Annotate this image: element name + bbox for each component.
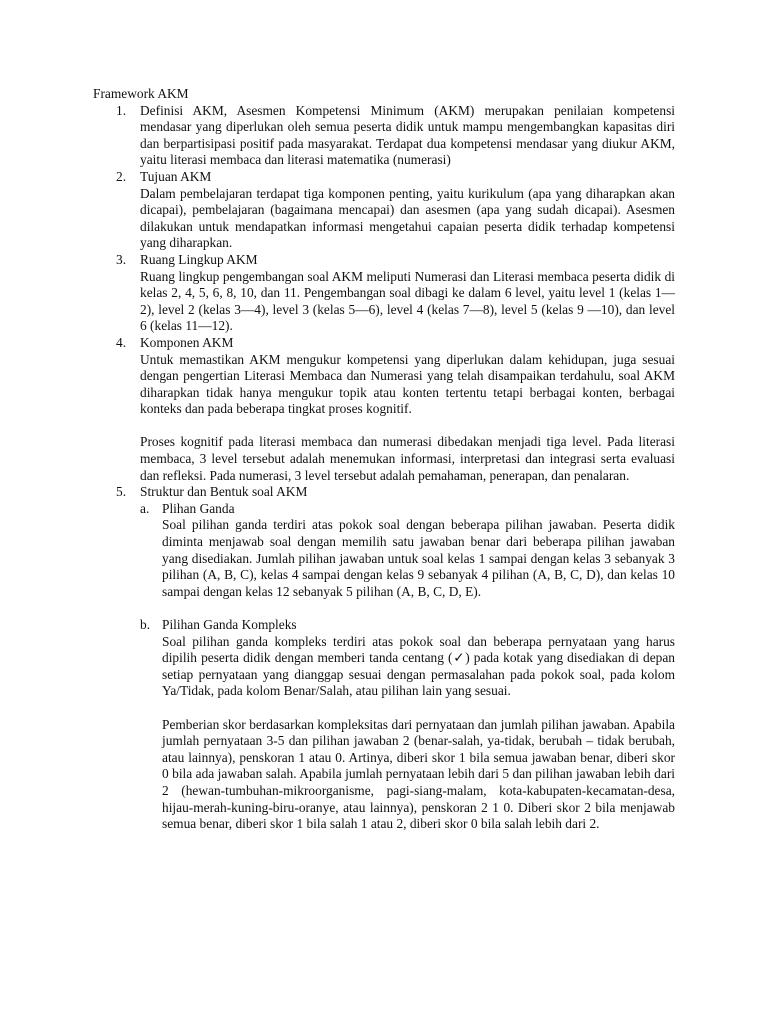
sub-item-letter: a.	[140, 500, 150, 516]
list-item-tujuan	[93, 169, 675, 252]
list-number: 5.	[116, 484, 127, 500]
list-number: 1.	[116, 102, 127, 118]
paragraph: Untuk memastikan AKM mengukur kompetensi yang diperlukan dalam kehidupan, juga sesuai dengan pengertian Literasi Membaca dan Numerasi yang telah disampaikan terdahulu, soal AKM diharapkan tidak hanya mengukur topik atau konten tertentu tetapi berbagai konten, berbagai konteks dan pada beberapa tingkat proses kognitif.	[140, 351, 675, 417]
paragraph-gap	[162, 700, 675, 717]
sub-item-letter: b.	[140, 617, 151, 632]
paragraph: Proses kognitif pada literasi membaca dan numerasi dibedakan menjadi tiga level. Pada literasi membaca, 3 level tersebut adalah menemukan informasi, interpretasi dan integrasi serta evaluasi dan refleksi. Pada numerasi, 3 level tersebut adalah pemahaman, penerapan, dan penalaran.	[140, 434, 675, 483]
paragraph: Soal pilihan ganda kompleks terdiri atas pokok soal dan beberapa pernyataan yang harus dipilih peserta didik dengan memberi tanda centang (✓) pada kotak yang disediakan di depan setiap pernyataan yang dianggap sesuai dengan permasalahan pada pokok soal, pada kolom Ya/Tidak, pada kolom Benar/Salah, atau pilihan lain yang sesuai.	[162, 633, 675, 699]
sub-heading: Plihan Ganda	[162, 500, 235, 516]
list-item-struktur	[93, 484, 675, 832]
section-heading: Tujuan AKM	[140, 168, 212, 184]
document-page	[93, 86, 675, 833]
section-heading: Ruang Lingkup AKM	[140, 251, 258, 267]
document-title: Framework AKM	[93, 86, 189, 101]
sub-item-pilihan-ganda	[140, 501, 675, 601]
list-number: 3.	[116, 251, 127, 267]
paragraph: Dalam pembelajaran terdapat tiga komponen penting, yaitu kurikulum (apa yang diharapkan akan dicapai), pembelajaran (bagaimana mencapai) dan asesmen (apa yang sudah dicapai). Asesmen dilakukan untuk mendapatkan informasi mengetahui capaian peserta didik terhadap kompetensi yang diharapkan.	[140, 185, 675, 251]
paragraph-gap	[140, 600, 675, 617]
list-item-ruang-lingkup	[93, 252, 675, 335]
list-item-definisi	[93, 103, 675, 169]
sub-item-pilihan-ganda-kompleks	[140, 617, 675, 833]
paragraph: Soal pilihan ganda terdiri atas pokok soal dengan beberapa pilihan jawaban. Peserta didik diminta menjawab soal dengan memilih satu jawaban benar dari beberapa pilihan jawaban yang disediakan. Jumlah pilihan jawaban untuk soal kelas 1 sampai dengan kelas 3 sebanyak 3 pilihan (A, B, C), kelas 4 sampai dengan kelas 9 sebanyak 4 pilihan (A, B, C, D), dan kelas 10 sampai dengan kelas 12 sebanyak 5 pilihan (A, B, C, D, E).	[162, 517, 675, 599]
paragraph-gap	[140, 418, 675, 435]
paragraph: Pemberian skor berdasarkan kompleksitas dari pernyataan dan jumlah pilihan jawaban. Apabila jumlah pernyataan 3-5 dan pilihan jawaban 2 (benar-salah, ya-tidak, berubah – tidak berubah, atau lainnya), penskoran 1 atau 0. Artinya, diberi skor 1 bila semua jawaban benar, diberi skor 0 bila ada jawaban salah. Apabila jumlah pernyataan lebih dari 5 dan pilihan jawaban lebih dari 2 (hewan-tumbuhan-mikroorganisme, pagi-siang-malam, kota-kabupaten-kecamatan-desa, hijau-merah-kuning-biru-oranye, atau lainnya), penskoran 2 1 0. Diberi skor 2 bila menjawab semua benar, diberi skor 1 bila salah 1 atau 2, diberi skor 0 bila salah lebih dari 2.	[162, 716, 675, 832]
sub-heading: Pilihan Ganda Kompleks	[162, 617, 297, 632]
list-item-komponen	[93, 335, 675, 484]
section-heading: Komponen AKM	[140, 334, 234, 350]
list-number: 4.	[116, 334, 127, 350]
section-heading: Struktur dan Bentuk soal AKM	[140, 484, 308, 500]
paragraph: Definisi AKM, Asesmen Kompetensi Minimum (AKM) merupakan penilaian kompetensi mendasar yang diperlukan oleh semua peserta didik untuk mampu mengembangkan kapasitas diri dan berpartisipasi positif pada masyarakat. Terdapat dua kompetensi mendasar yang diukur AKM, yaitu literasi membaca dan literasi matematika (numerasi)	[140, 102, 675, 168]
list-number: 2.	[116, 168, 127, 184]
paragraph: Ruang lingkup pengembangan soal AKM meliputi Numerasi dan Literasi membaca peserta didik di kelas 2, 4, 5, 6, 8, 10, dan 11. Pengembangan soal dibagi ke dalam 6 level, yaitu level 1 (kelas 1—2), level 2 (kelas 3—4), level 3 (kelas 5—6), level 4 (kelas 7—8), level 5 (kelas 9 —10), dan level 6 (kelas 11—12).	[140, 268, 675, 334]
